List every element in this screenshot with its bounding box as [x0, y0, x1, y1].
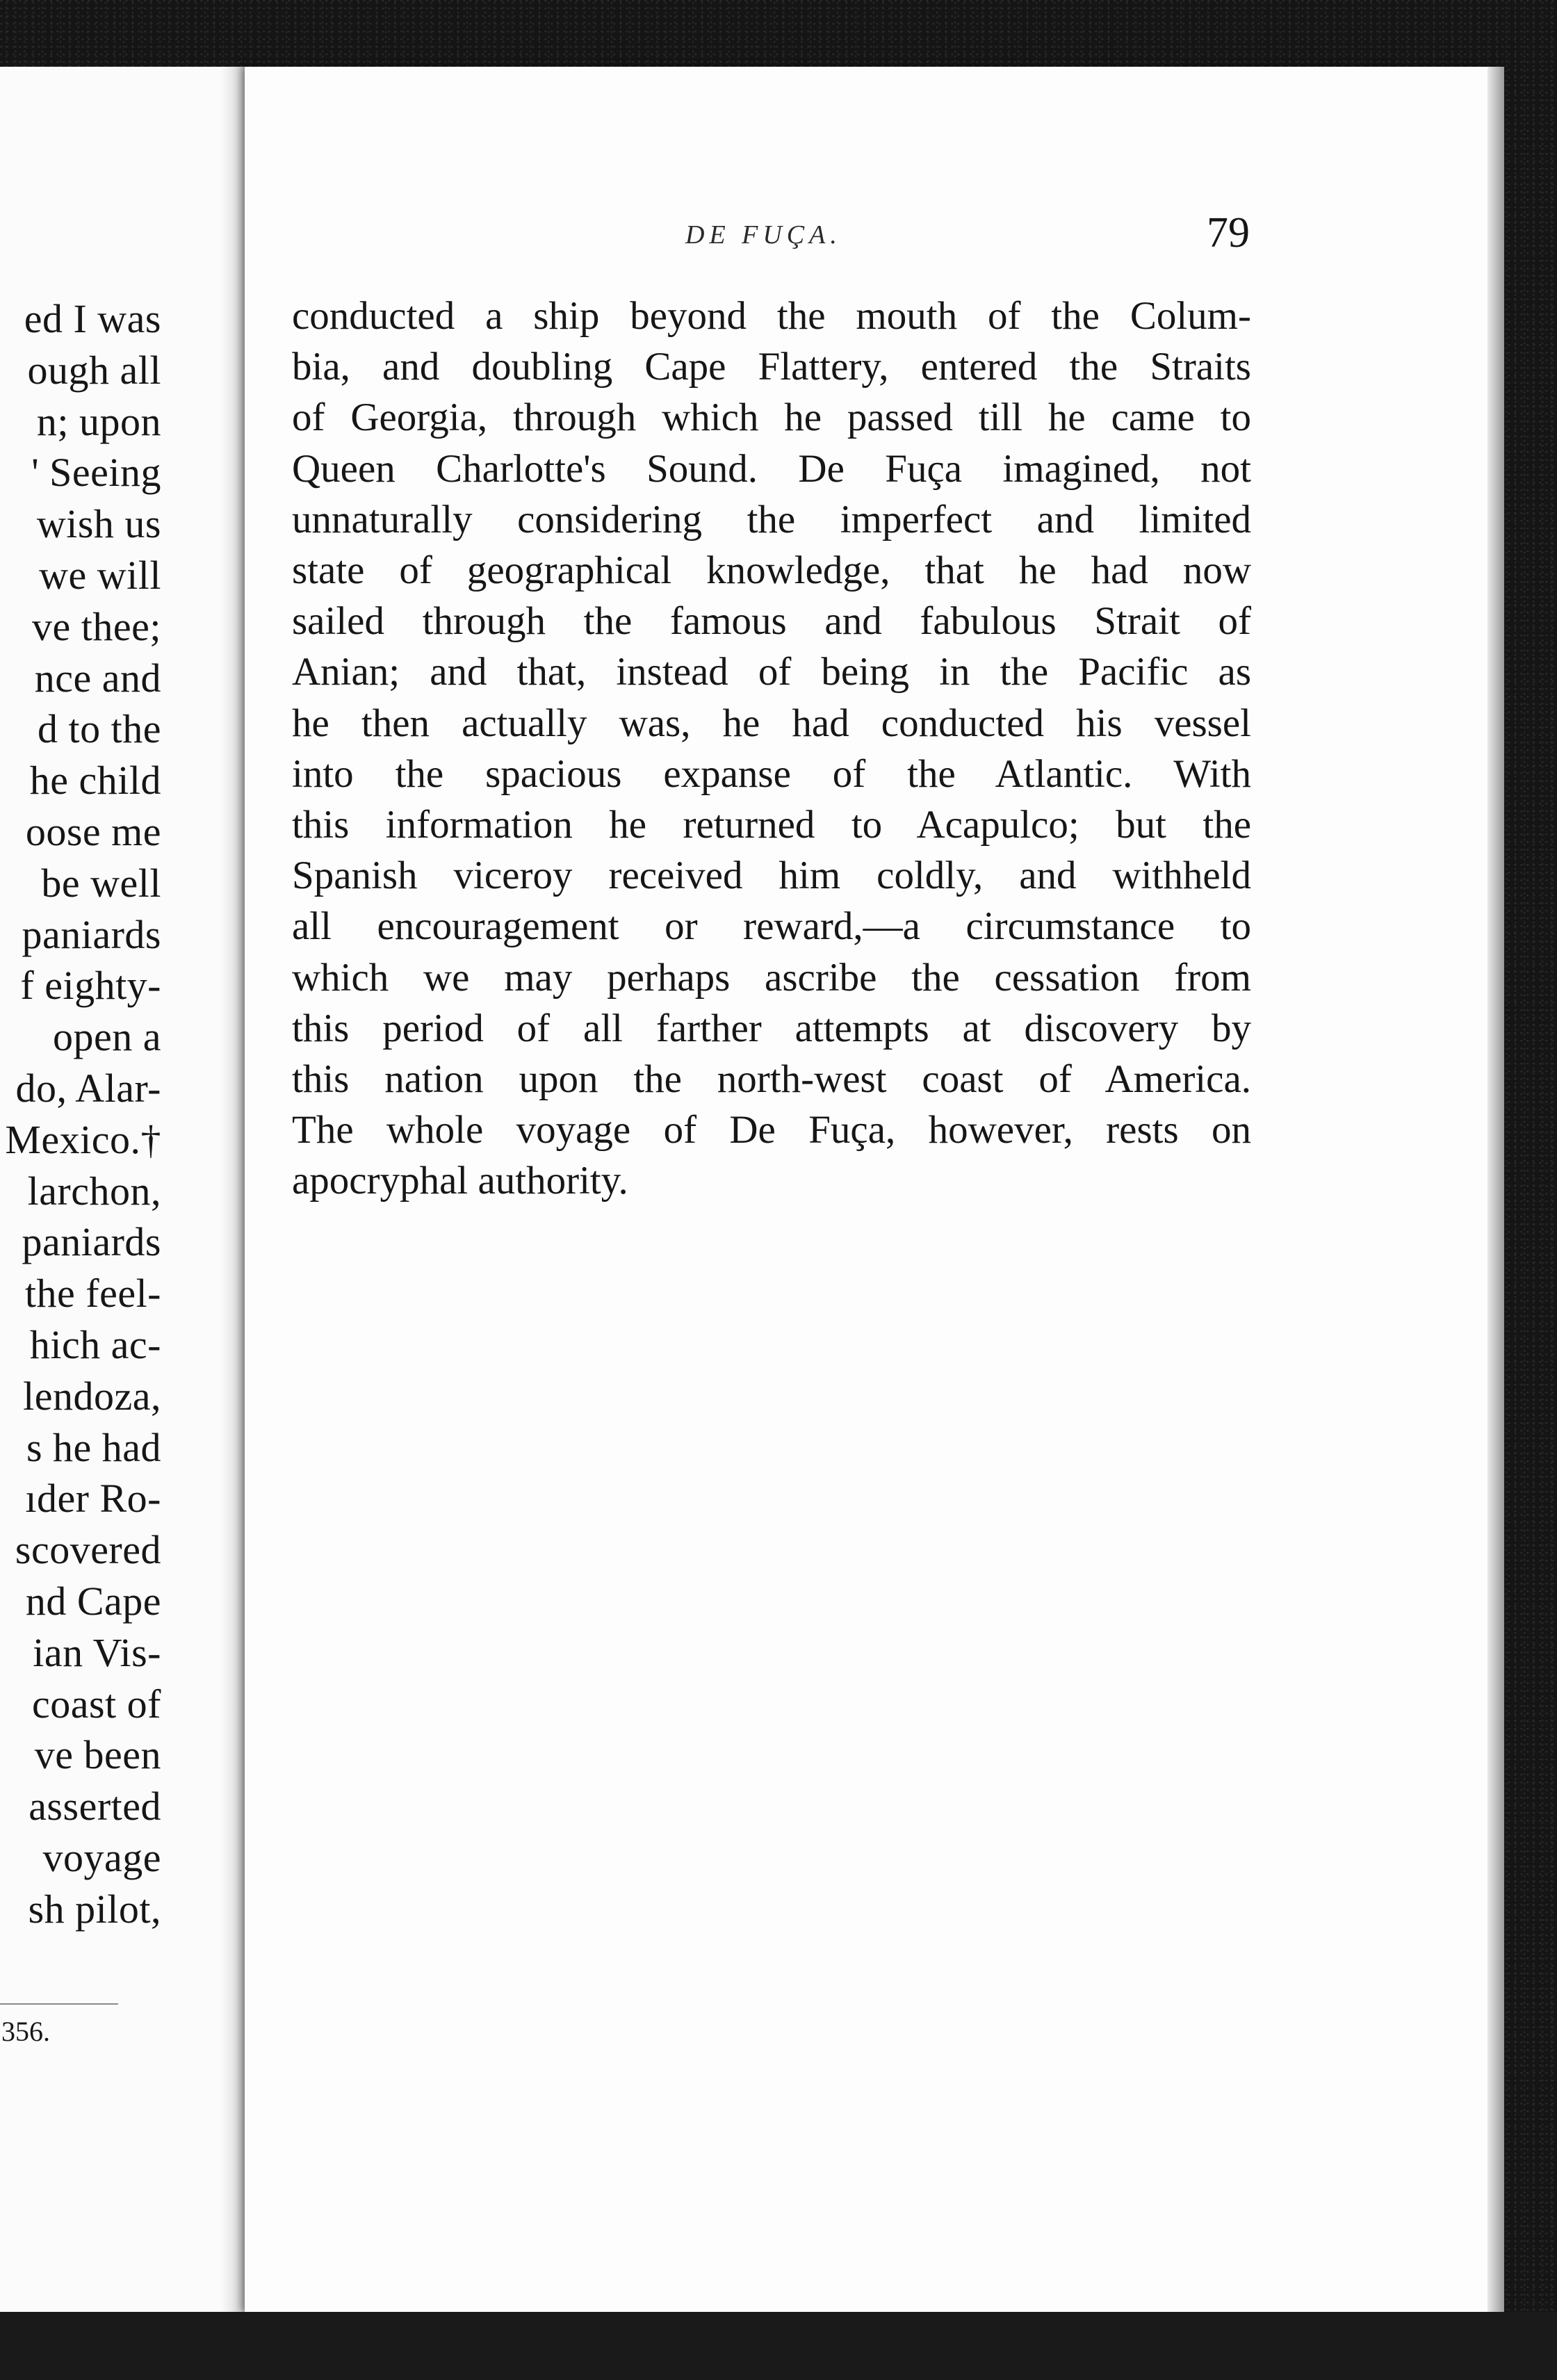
left-line: the feel- — [24, 1271, 161, 1317]
left-page-text — [0, 293, 161, 1935]
left-footnote: 356. — [1, 2016, 50, 2047]
text-line: of Georgia, through which he passed till he came to — [292, 396, 1251, 440]
left-line: ough all — [27, 347, 161, 393]
page-edge — [1487, 67, 1504, 2312]
text-line: which we may perhaps ascribe the cessation from — [292, 955, 1251, 1000]
text-line: this information he returned to Acapulco; but the — [292, 803, 1251, 847]
left-line: do, Alar- — [15, 1065, 161, 1111]
text-line: he then actually was, he had conducted his vessel — [292, 701, 1251, 745]
left-line: wish us — [36, 501, 161, 547]
left-line: be well — [41, 860, 161, 906]
left-line: Mexico.† — [5, 1116, 161, 1162]
left-line: voyage — [42, 1834, 161, 1880]
left-line: nce and — [34, 655, 161, 701]
left-line: ed I was — [24, 296, 161, 341]
text-line: unnaturally considering the imperfect and limited — [292, 497, 1251, 541]
left-line: ian Vis- — [33, 1629, 161, 1675]
scan-bottom-edge — [0, 2312, 1557, 2380]
left-line: hich ac- — [29, 1321, 161, 1367]
text-line: Spanish viceroy received him coldly, and withheld — [292, 854, 1251, 898]
left-line: ve thee; — [32, 603, 161, 649]
text-line: state of geographical knowledge, that he had now — [292, 548, 1251, 593]
text-line: Anian; and that, instead of being in the Pacific as — [292, 650, 1251, 694]
text-line: apocryphal authority. — [292, 1159, 628, 1203]
left-line: ıder Ro- — [25, 1476, 161, 1522]
text-line: this period of all farther attempts at discovery by — [292, 1006, 1251, 1050]
left-line: n; upon — [36, 398, 161, 444]
text-line: this nation upon the north-west coast of America. — [292, 1057, 1251, 1102]
left-line: nd Cape — [25, 1578, 161, 1624]
left-line: scovered — [15, 1527, 161, 1573]
text-line: conducted a ship beyond the mouth of the Colum- — [292, 294, 1251, 338]
footnote-rule — [0, 2003, 118, 2005]
left-line: f eighty- — [20, 963, 161, 1009]
text-line: all encouragement or reward,—a circumstance to — [292, 904, 1251, 949]
left-line: asserted — [28, 1784, 161, 1829]
left-line: ' Seeing — [31, 450, 161, 496]
text-line: into the spacious expanse of the Atlantic. With — [292, 751, 1251, 796]
body-text — [292, 291, 1251, 1207]
left-line: ve been — [34, 1732, 161, 1778]
left-line: coast of — [32, 1681, 161, 1727]
left-line: lendoza, — [23, 1373, 161, 1419]
running-head: DE FUÇA. — [685, 220, 842, 250]
left-line: d to the — [38, 706, 161, 752]
text-line: Queen Charlotte's Sound. De Fuça imagined, not — [292, 446, 1251, 491]
left-line: open a — [53, 1014, 161, 1060]
left-line: larchon, — [27, 1168, 161, 1214]
text-line: The whole voyage of De Fuça, however, rests on — [292, 1108, 1251, 1152]
page-number: 79 — [1207, 209, 1250, 256]
text-line: sailed through the famous and fabulous Strait of — [292, 599, 1251, 644]
left-line: oose me — [25, 808, 161, 854]
left-facing-page — [0, 67, 245, 2326]
left-line: paniards — [22, 911, 161, 957]
left-line: sh pilot, — [28, 1886, 161, 1932]
left-line: s he had — [26, 1424, 161, 1470]
left-line: paniards — [22, 1219, 161, 1265]
left-line: we will — [39, 552, 161, 598]
text-line: bia, and doubling Cape Flattery, entered the Straits — [292, 345, 1251, 389]
left-line: he child — [29, 758, 161, 804]
